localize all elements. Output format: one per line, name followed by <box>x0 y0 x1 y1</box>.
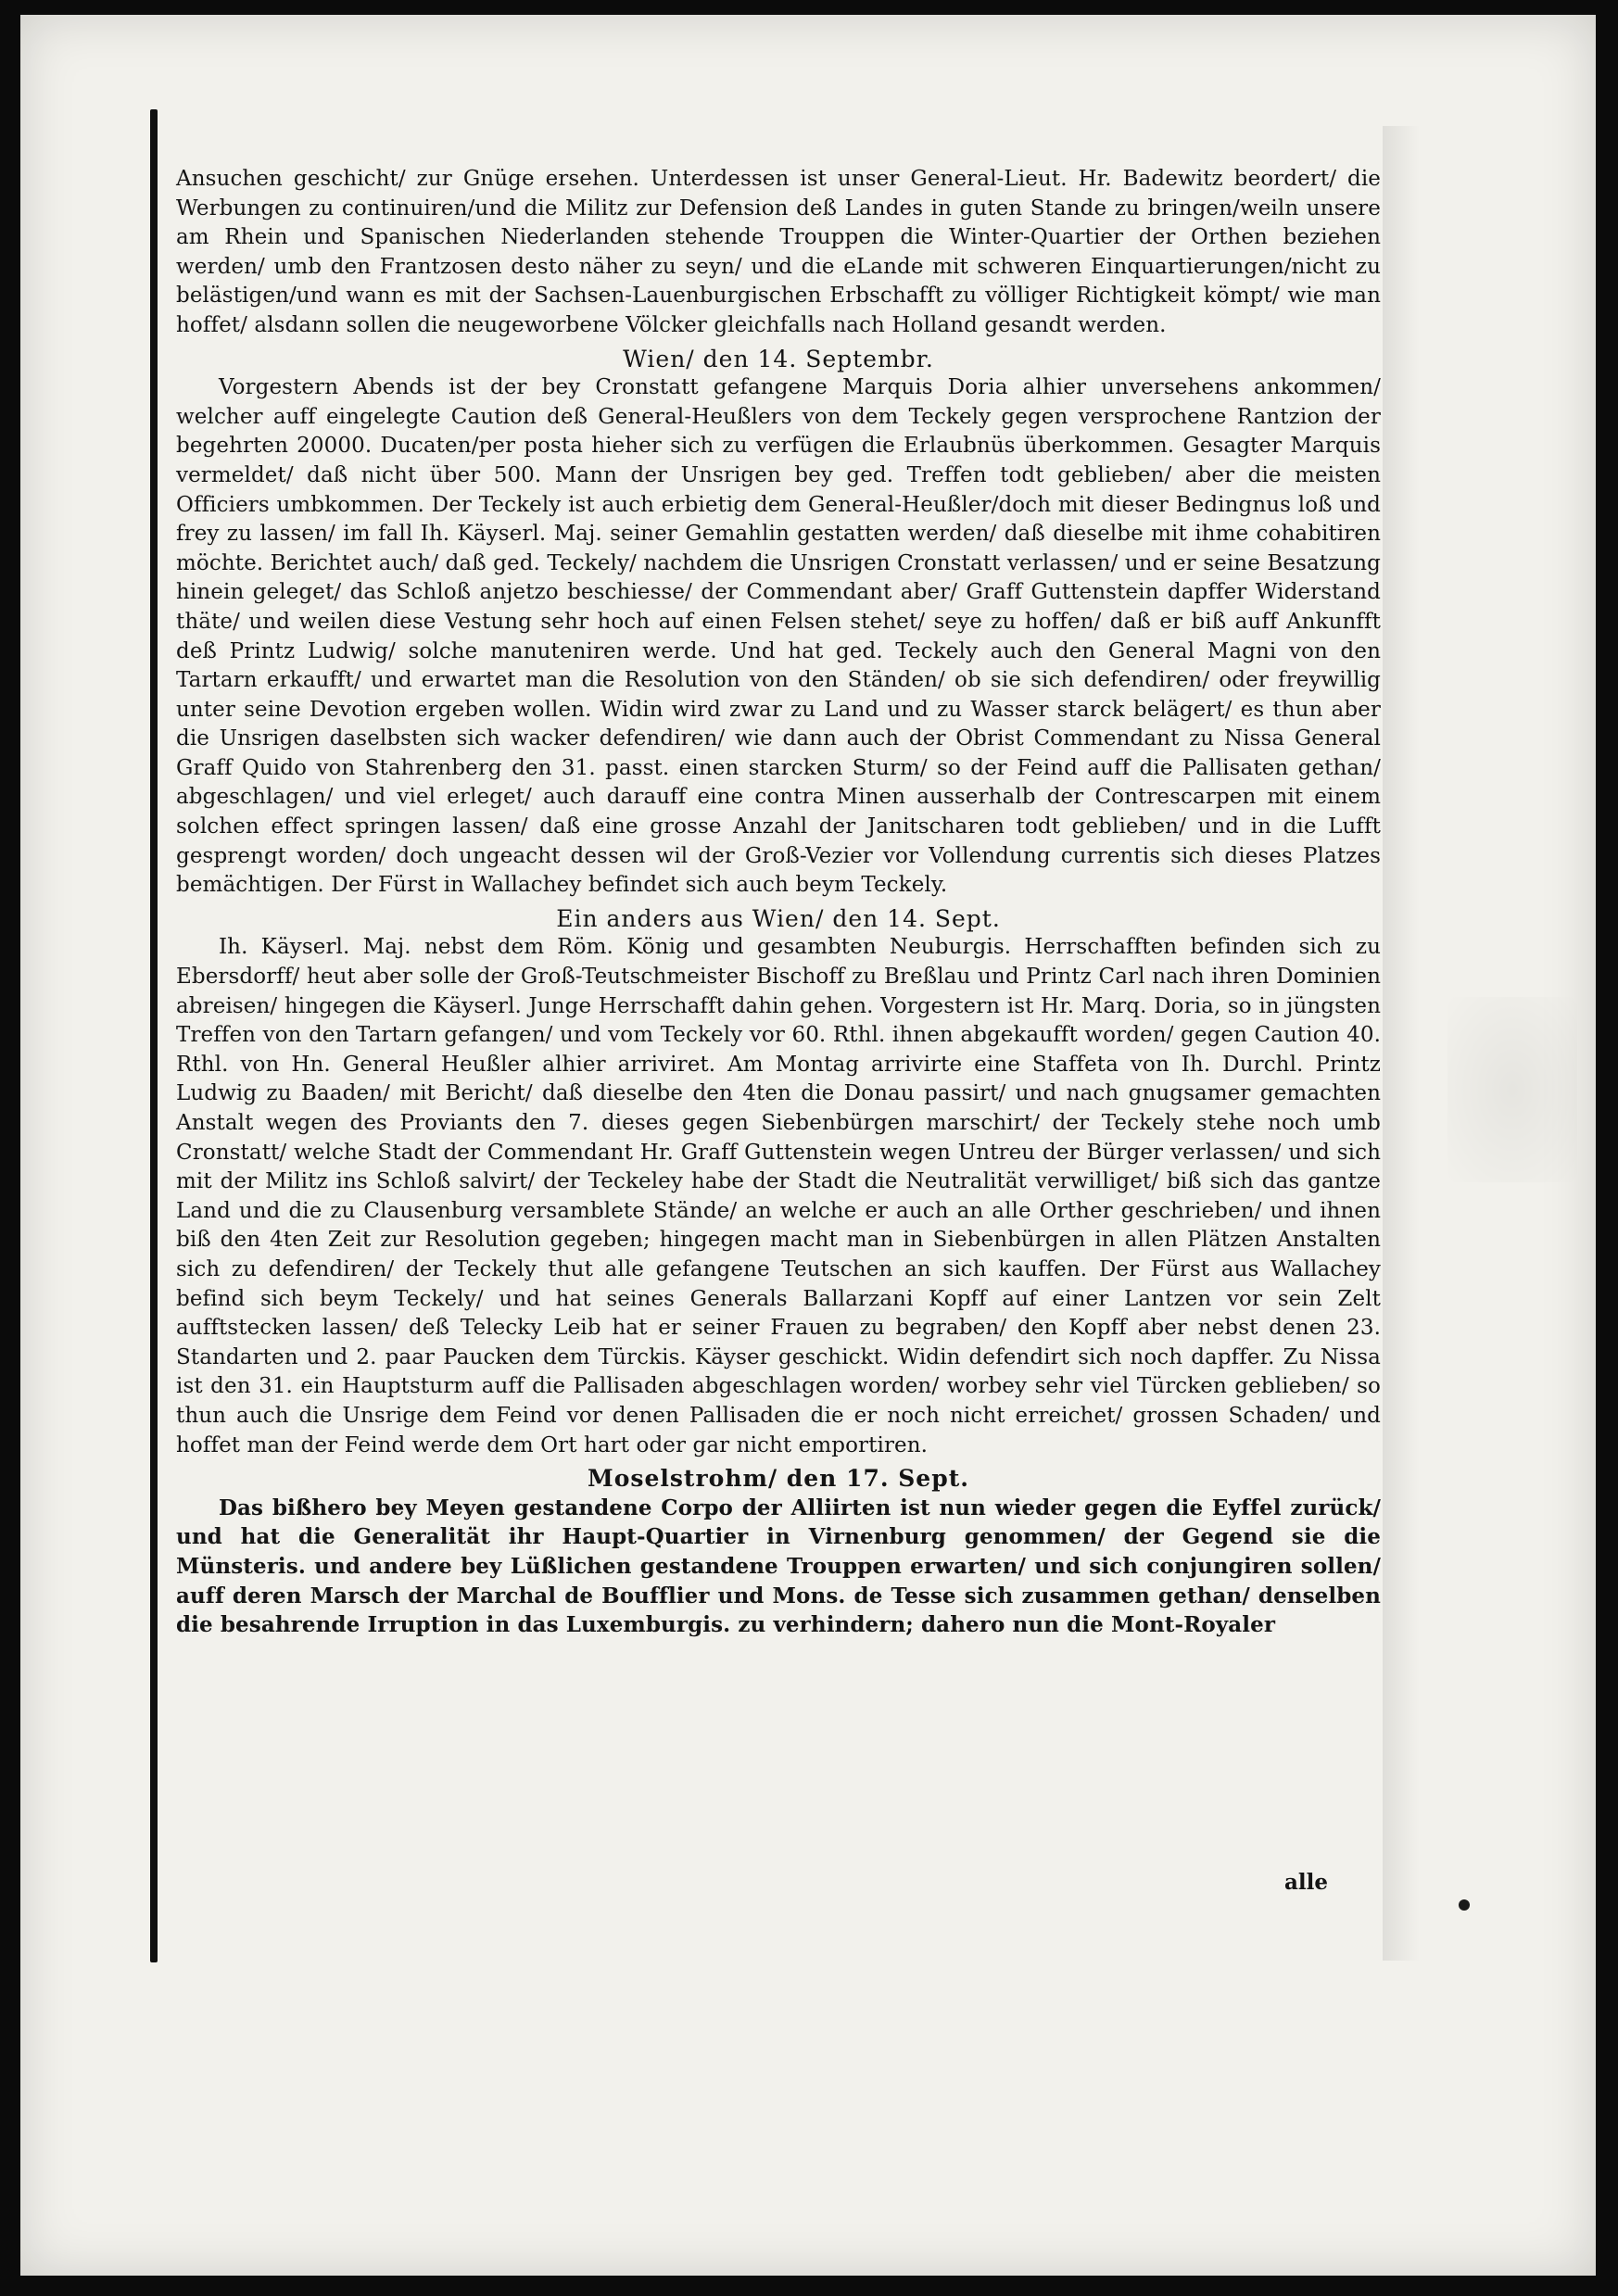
paragraph-4: Das bißhero bey Meyen gestandene Corpo der Alliirten ist nun wieder gegen die Eyffel zurück/ und hat die Generalität ihr Haupt-Quartier in Virnenburg genommen/ der Gegend sie die Münsteris. und andere bey Lüßlichen gestandene Trouppen erwarten/ und sich conjungiren sollen/ auff deren Marsch der Marchal de Boufflier und Mons. de Tesse sich zusammen gethan/ denselben die besahrende Irruption in das Luxemburgis. zu verhindern; dahero nun die Mont-Royaler <box>176 1495 1381 1638</box>
document-body <box>176 165 1381 1640</box>
page-shadow <box>1383 126 1420 1961</box>
binding-edge <box>150 109 158 1962</box>
ink-speck <box>1459 1899 1470 1911</box>
dateline-wien-2: Ein anders aus Wien/ den 14. Sept. <box>556 904 1001 932</box>
ink-bleed-mark <box>1447 997 1577 1182</box>
dateline-wien-1: Wien/ den 14. Septembr. <box>623 345 934 372</box>
paragraph-1: Ansuchen geschicht/ zur Gnüge ersehen. Unterdessen ist unser General-Lieut. Hr. Badewitz beordert/ die Werbungen zu continuiren/und die Militz zur Defension deß Landes in guten Stande zu bringen/weiln unsere am Rhein und Spanischen Niederlanden stehende Trouppen die Winter-Quartier der Orthen beziehen werden/ umb den Frantzosen desto näher zu seyn/ und die eLande mit schweren Einquartierungen/nicht zu belästigen/und wann es mit der Sachsen-Lauenburgischen Erbschafft zu völliger Richtigkeit kömpt/ wie man hoffet/ alsdann sollen die neugeworbene Völcker gleichfalls nach Holland gesandt werden. <box>176 167 1381 337</box>
catchword: alle <box>1284 1870 1329 1895</box>
dateline-moselstrohm: Moselstrohm/ den 17. Sept. <box>588 1465 969 1493</box>
paragraph-2: Vorgestern Abends ist der bey Cronstatt gefangene Marquis Doria alhier unversehens ankommen/ welcher auff eingelegte Caution deß General-Heußlers von dem Teckely gegen versprochene Rantzion der begehrten 20000. Ducaten/per posta hieher sich zu verfügen die Erlaubnüs überkommen. Gesagter Marquis vermeldet/ daß nicht über 500. Mann der Unsrigen bey ged. Treffen todt geblieben/ aber die meisten Officiers umbkommen. Der Teckely ist auch erbietig dem General-Heußler/doch mit dieser Bedingnus loß und frey zu lassen/ im fall Ih. Käyserl. Maj. seiner Gemahlin gestatten werden/ daß dieselbe mit ihme cohabitiren möchte. Berichtet auch/ daß ged. Teckely/ nachdem die Unsrigen Cronstatt verlassen/ und er seine Besatzung hinein geleget/ das Schloß anjetzo beschiesse/ der Commendant aber/ Graff Guttenstein dapffer Widerstand thäte/ und weilen diese Vestung sehr hoch auf einen Felsen stehet/ seye zu hoffen/ daß er biß auff Ankunfft deß Printz Ludwig/ solche manuteniren werde. Und hat ged. Teckely auch den General Magni von den Tartarn erkaufft/ und erwartet man die Resolution von den Ständen/ ob sie sich defendiren/ oder freywillig unter seine Devotion ergeben wollen. Widin wird zwar zu Land und zu Wasser starck belägert/ es thun aber die Unsrigen daselbsten sich wacker defendiren/ wie dann auch der Obrist Commendant zu Nissa General Graff Quido von Stahrenberg den 31. passt. einen starcken Sturm/ so der Feind auff die Pallisaten gethan/ abgeschlagen/ und viel erleget/ auch darauff eine contra Minen ausserhalb der Contrescarpen mit einem solchen effect springen lassen/ daß eine grosse Anzahl der Janitscharen todt geblieben/ und in die Lufft gesprengt worden/ doch ungeacht dessen wil der Groß-Vezier vor Vollendung currentis sich dieses Platzes bemächtigen. Der Fürst in Wallachey befindet sich auch beym Teckely. <box>176 375 1381 898</box>
paragraph-3: Ih. Käyserl. Maj. nebst dem Röm. König und gesambten Neuburgis. Herrschafften befinden sich zu Ebersdorff/ heut aber solle der Groß-Teutschmeister Bischoff zu Breßlau und Printz Carl nach ihren Dominien abreisen/ hingegen die Käyserl. Junge Herrschafft dahin gehen. Vorgestern ist Hr. Marq. Doria, so in jüngsten Treffen von den Tartarn gefangen/ und vom Teckely vor 60. Rthl. ihnen abgekaufft worden/ gegen Caution 40. Rthl. von Hn. General Heußler alhier arriviret. Am Montag arrivirte eine Staffeta von Ih. Durchl. Printz Ludwig zu Baaden/ mit Bericht/ daß dieselbe den 4ten die Donau passirt/ und nach gnugsamer gemachten Anstalt wegen des Proviants den 7. dieses gegen Siebenbürgen marschirt/ der Teckely stehe noch umb Cronstatt/ welche Stadt der Commendant Hr. Graff Guttenstein wegen Untreu der Bürger verlassen/ und sich mit der Militz ins Schloß salvirt/ der Teckeley habe der Stadt die Neutralität verwilliget/ biß sich das gantze Land und die zu Clausenburg versamblete Stände/ an welche er auch an alle Orther geschrieben/ und ihnen biß den 4ten Zeit zur Resolution gegeben; hingegen macht man in Siebenbürgen in allen Plätzen Anstalten sich zu defendiren/ der Teckely thut alle gefangene Teutschen an sich kauffen. Der Fürst aus Wallachey befind sich beym Teckely/ und hat seines Generals Ballarzani Kopff auf einer Lantzen vor sein Zelt aufftstecken lassen/ deß Telecky Leib hat er seiner Frauen zu begraben/ den Kopff aber nebst denen 23. Standarten und 2. paar Paucken dem Türckis. Käyser geschickt. Widin defendirt sich noch dapffer. Zu Nissa ist den 31. ein Hauptsturm auff die Pallisaden abgeschlagen worden/ worbey sehr viel Türcken geblieben/ so thun auch die Unsrige dem Feind vor denen Pallisaden die er noch nicht erreichet/ grossen Schaden/ und hoffet man der Feind werde dem Ort hart oder gar nicht emportiren. <box>176 935 1381 1457</box>
